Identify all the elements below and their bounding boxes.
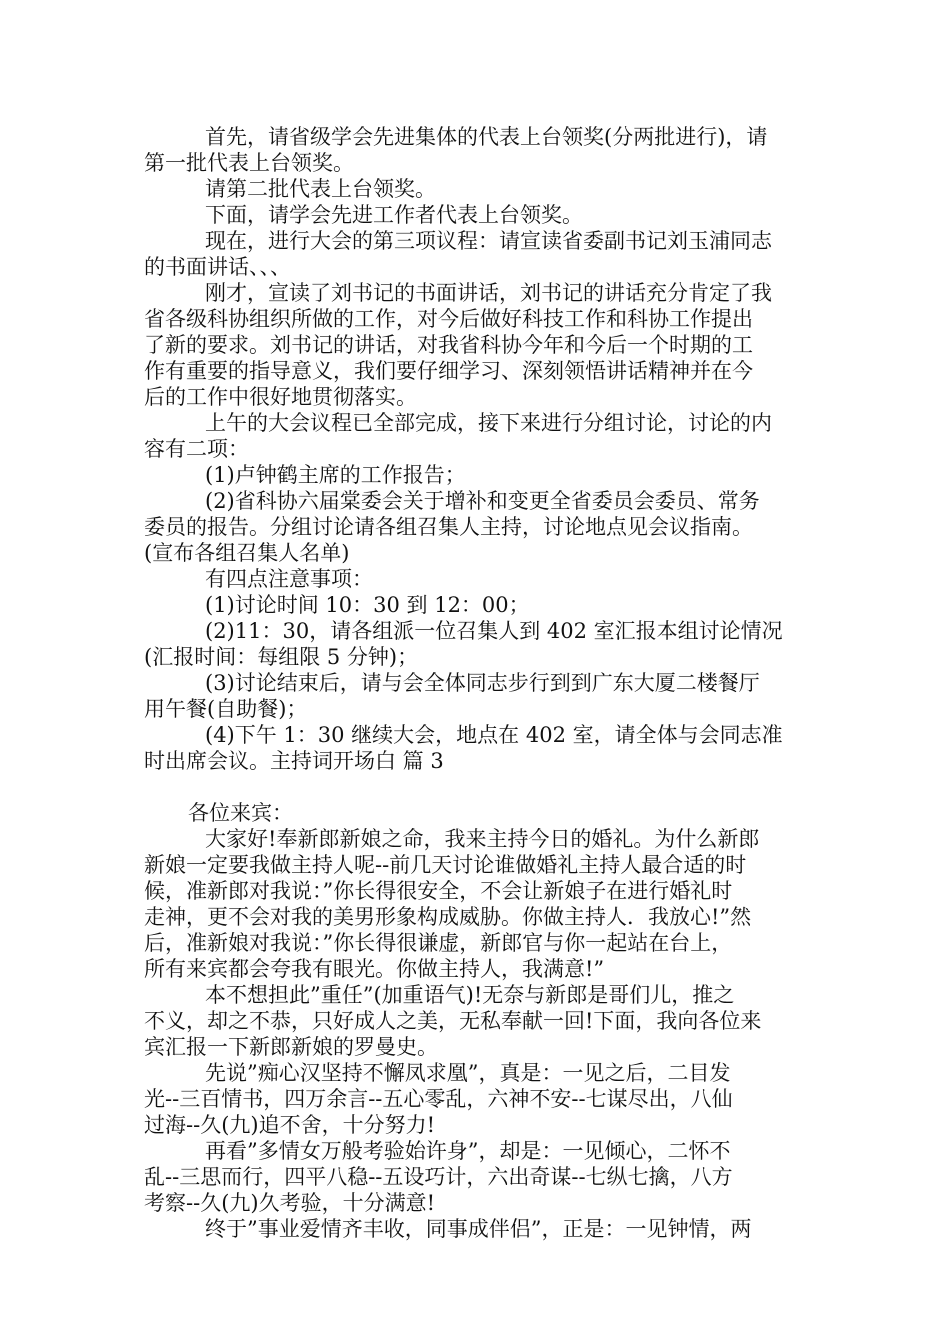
text-line: 所有来宾都会夸我有眼光。你做主持人，我满意!” xyxy=(144,957,605,981)
text-line: 过海--久(九)追不舍，十分努力! xyxy=(144,1113,436,1137)
text-line: 用午餐(自助餐)； xyxy=(144,697,308,721)
text-line: 后，准新娘对我说：”你长得很谦虚，新郎官与你一起站在台上， xyxy=(144,931,733,955)
text-line: 容有二项： xyxy=(144,437,249,461)
text-line: 光--三百情书，四万余言--五心零乱，六神不安--七谋尽出，八仙 xyxy=(144,1087,733,1111)
text-line: 大家好!奉新郎新娘之命，我来主持今日的婚礼。为什么新郎 xyxy=(205,827,760,851)
text-line: 了新的要求。刘书记的讲话，对我省科协今年和今后一个时期的工 xyxy=(144,333,753,357)
text-line: 省各级科协组织所做的工作，对今后做好科技工作和科协工作提出 xyxy=(144,307,753,331)
text-line: 下面，请学会先进工作者代表上台领奖。 xyxy=(205,203,583,227)
text-line: 候，准新郎对我说：”你长得很安全，不会让新娘子在进行婚礼时 xyxy=(144,879,733,903)
text-line: 现在，进行大会的第三项议程：请宣读省委副书记刘玉浦同志 xyxy=(205,229,772,253)
text-line: 新娘一定要我做主持人呢--前几天讨论谁做婚礼主持人最合适的时 xyxy=(144,853,747,877)
text-line: 有四点注意事项： xyxy=(205,567,373,591)
text-line: 第一批代表上台领奖。 xyxy=(144,151,354,175)
text-line: 走神，更不会对我的美男形象构成威胁。你做主持人．我放心!”然 xyxy=(144,905,752,929)
text-line: (1)卢钟鹤主席的工作报告； xyxy=(205,463,466,487)
text-line: 首先，请省级学会先进集体的代表上台领奖(分两批进行)，请 xyxy=(205,125,768,149)
text-line: 请第二批代表上台领奖。 xyxy=(205,177,436,201)
text-line: 时出席会议。主持词开场白 篇 3 xyxy=(144,749,444,773)
text-line: (宣布各组召集人名单) xyxy=(144,541,350,565)
text-line: (2)省科协六届棠委会关于增补和变更全省委员会委员、常务 xyxy=(205,489,760,513)
text-line: 终于”事业爱情齐丰收，同事成伴侣”，正是：一见钟情，两 xyxy=(205,1217,752,1241)
text-line: (4)下午 1：30 继续大会，地点在 402 室，请全体与会同志准 xyxy=(205,723,783,747)
text-line: 后的工作中很好地贯彻落实。 xyxy=(144,385,417,409)
text-line: (1)讨论时间 10：30 到 12：00； xyxy=(205,593,530,617)
text-line: 考察--久(九)久考验，十分满意! xyxy=(144,1191,436,1215)
text-line: 先说”痴心汉坚持不懈凤求凰”，真是：一见之后，二目发 xyxy=(205,1061,731,1085)
text-line: 不义，却之不恭，只好成人之美，无私奉献一回!下面，我向各位来 xyxy=(144,1009,762,1033)
salutation: 各位来宾： xyxy=(188,801,293,825)
text-line: 作有重要的指导意义，我们要仔细学习、深刻领悟讲话精神并在今 xyxy=(144,359,753,383)
text-line: (汇报时间：每组限 5 分钟)； xyxy=(144,645,419,669)
text-line: 的书面讲话、、、 xyxy=(144,255,291,279)
text-line: 上午的大会议程已全部完成，接下来进行分组讨论，讨论的内 xyxy=(205,411,772,435)
text-line: 再看”多情女万般考验始许身”，却是：一见倾心，二怀不 xyxy=(205,1139,731,1163)
text-line: (3)讨论结束后，请与会全体同志步行到到广东大厦二楼餐厅 xyxy=(205,671,760,695)
text-line: (2)11：30，请各组派一位召集人到 402 室汇报本组讨论情况 xyxy=(205,619,783,643)
text-line: 委员的报告。分组讨论请各组召集人主持，讨论地点见会议指南。 xyxy=(144,515,753,539)
text-line: 本不想担此”重任”(加重语气)!无奈与新郎是哥们儿，推之 xyxy=(205,983,735,1007)
text-line: 乱--三思而行，四平八稳--五设巧计，六出奇谋--七纵七擒，八方 xyxy=(144,1165,733,1189)
text-line: 刚才，宣读了刘书记的书面讲话，刘书记的讲话充分肯定了我 xyxy=(205,281,772,305)
text-line: 宾汇报一下新郎新娘的罗曼史。 xyxy=(144,1035,438,1059)
